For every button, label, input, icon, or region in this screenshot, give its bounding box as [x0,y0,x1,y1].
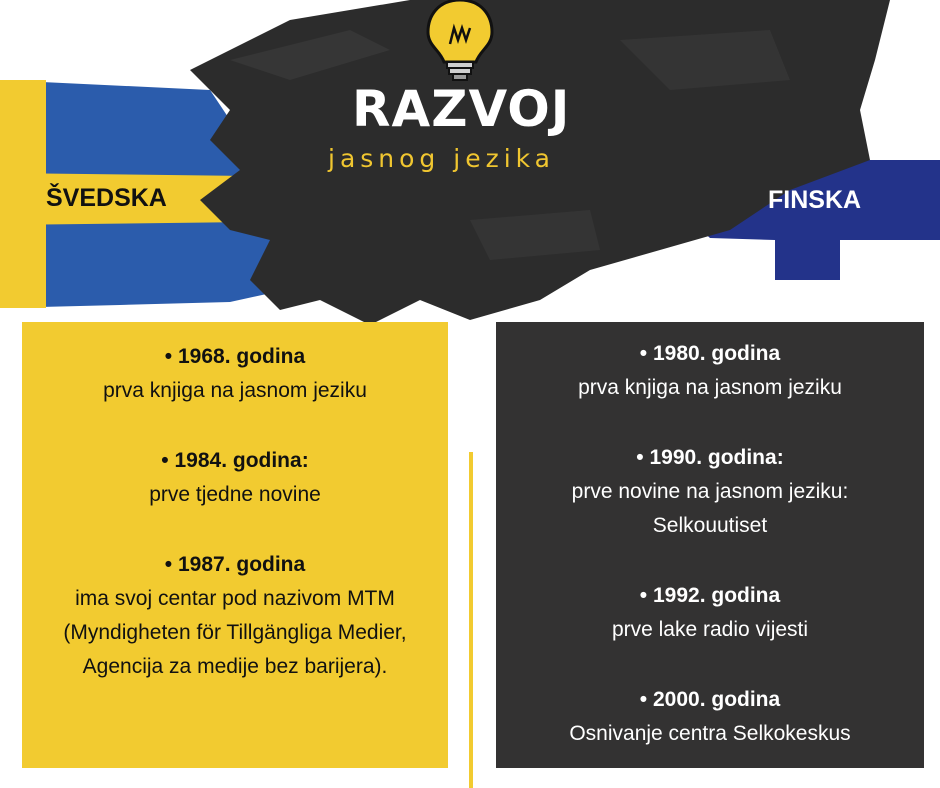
entry-year: • 2000. godina [639,688,781,711]
entry-description: prve lake radio vijesti [611,618,809,641]
country-label-finland: FINSKA [768,186,862,214]
timeline-entry [496,683,924,751]
entry-description: Osnivanje centra Selkokeskus [569,722,851,745]
entry-description: (Myndigheten för Tillgängliga Medier, [63,621,407,644]
lightbulb-icon [420,0,500,82]
timeline-entry [496,337,924,405]
country-label-sweden: ŠVEDSKA [46,184,167,212]
timeline-entry [22,340,448,408]
entry-description: prva knjiga na jasnom jeziku [103,379,367,402]
entry-year: • 1992. godina [639,584,781,607]
entry-description: ima svoj centar pod nazivom MTM [75,587,395,610]
entry-year: • 1987. godina [164,553,306,576]
entry-description: prve tjedne novine [149,483,321,506]
entry-description: Selkouutiset [652,514,768,537]
subtitle: jasnog jezika [328,144,555,173]
divider-line [469,452,473,788]
sweden-timeline-panel [22,322,448,768]
main-title: RAZVOJ [352,80,571,138]
timeline-entry [496,579,924,647]
timeline-entry [22,548,448,684]
entry-year: • 1984. godina: [161,449,309,472]
entry-description: Agencija za medije bez barijera). [82,655,388,678]
entry-year: • 1968. godina [164,345,306,368]
entry-year: • 1980. godina [639,342,781,365]
entry-description: prva knjiga na jasnom jeziku [578,376,842,399]
entry-year: • 1990. godina: [636,446,784,469]
entry-description: prve novine na jasnom jeziku: [571,480,849,503]
timeline-entry [22,444,448,512]
finland-timeline-panel [496,322,924,768]
timeline-entry [496,441,924,543]
